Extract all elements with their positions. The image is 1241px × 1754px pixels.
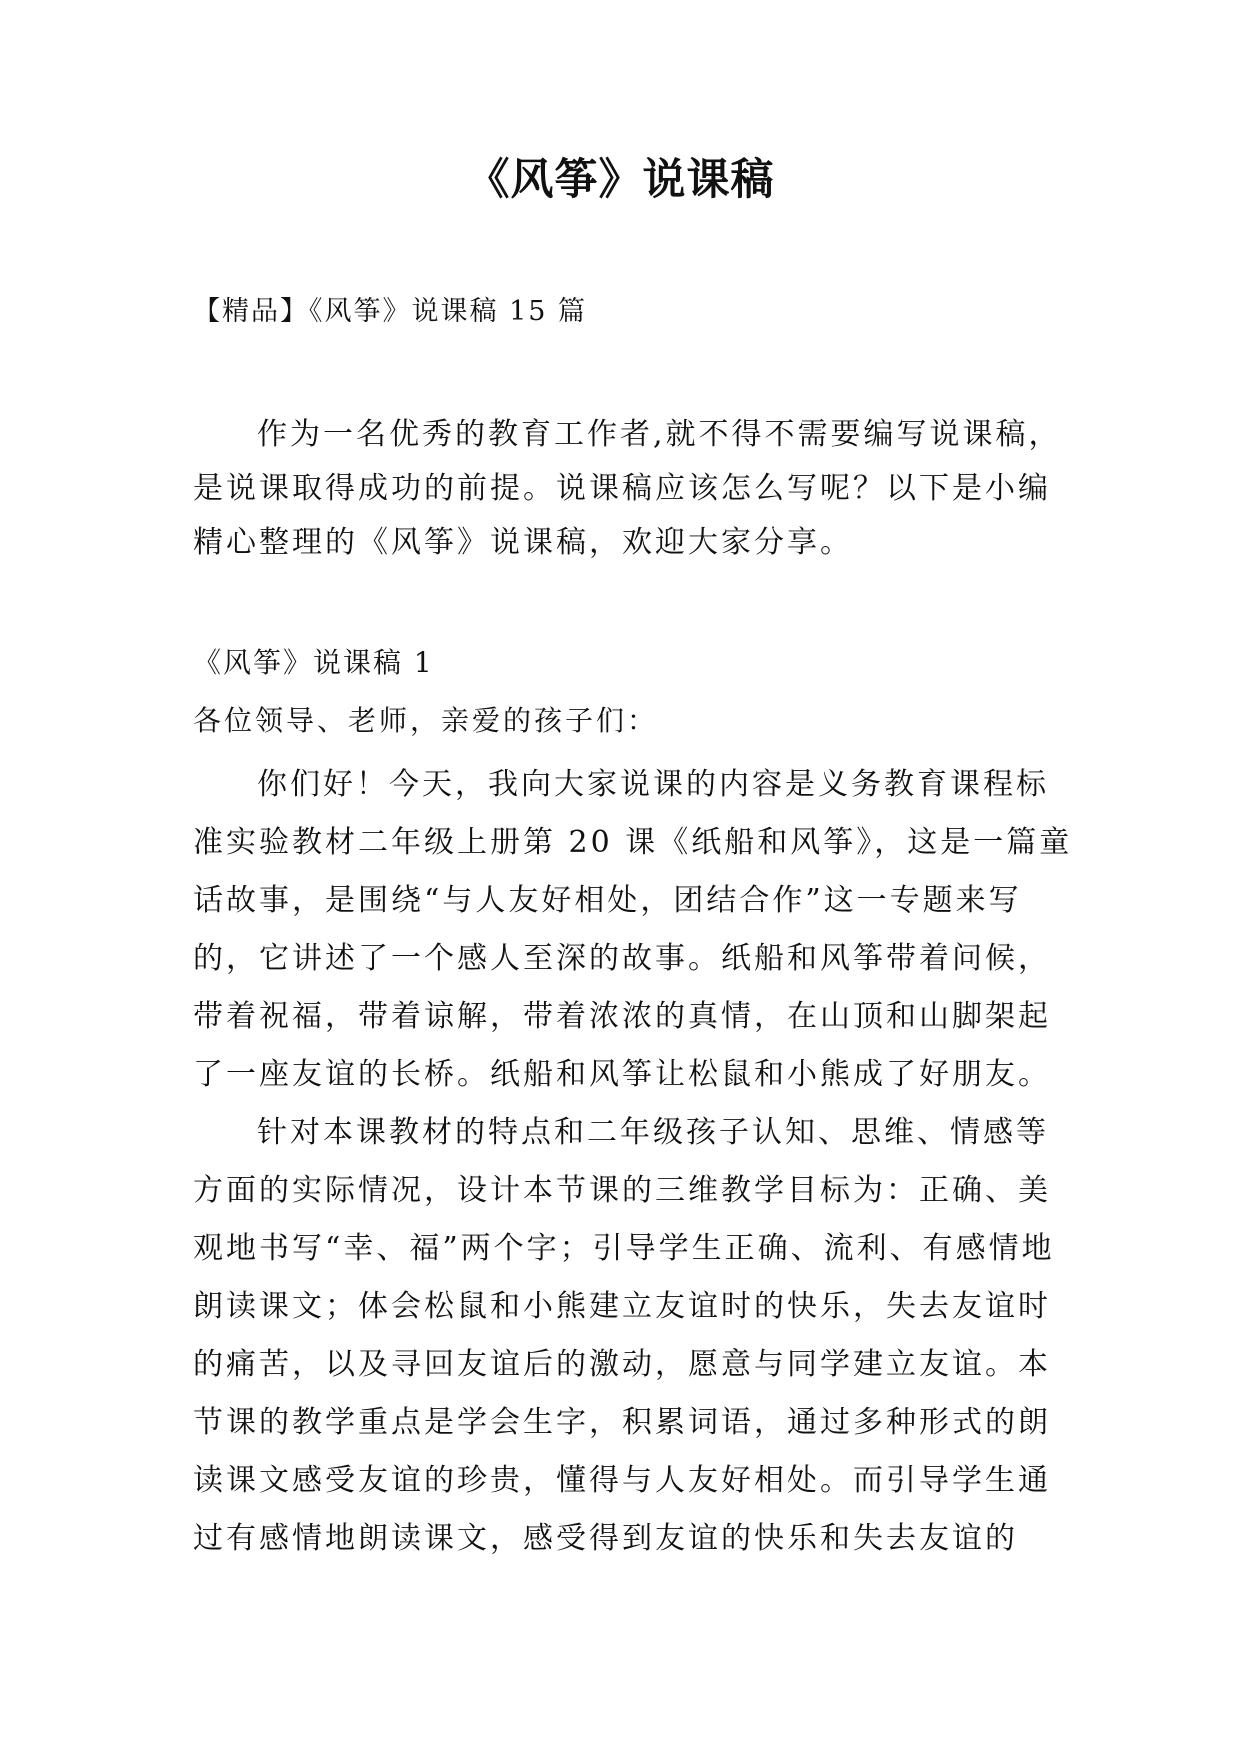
body-paragraph-2: 针对本课教材的特点和二年级孩子认知、思维、情感等方面的实际情况，设计本节课的三维教学目标为：正确、美观地书写“幸、福”两个字；引导学生正确、流利、有感情地朗读课文；体会松鼠和小熊建立友谊时的快乐，失去友谊时的痛苦，以及寻回友谊后的激动，愿意与同学建立友谊。本节课的教学重点是学会生字，积累词语，通过多种形式的朗读课文感受友谊的珍贵，懂得与人友好相处。而引导学生通过有感情地朗读课文，感受得到友谊的快乐和失去友谊的: [193, 1115, 1055, 1556]
section-heading: 《风筝》说课稿 1: [193, 646, 434, 679]
document-subtitle: 【精品】《风筝》说课稿 15 篇: [193, 296, 588, 327]
greeting-line: 各位领导、老师，亲爱的孩子们：: [193, 704, 659, 737]
body-paragraph-1: 你们好！今天，我向大家说课的内容是义务教育课程标准实验教材二年级上册第 20 课《纸船和风筝》，这是一篇童话故事，是围绕“与人友好相处，团结合作”这一专题来写的，它讲述了一个感人至深的故事。纸船和风筝带着问候，带着祝福，带着谅解，带着浓浓的真情，在山顶和山脚架起了一座友谊的长桥。纸船和风筝让松鼠和小熊成了好朋友。: [193, 767, 1073, 1092]
document-title: 《风筝》说课稿: [466, 155, 775, 205]
intro-paragraph: 作为一名优秀的教育工作者,就不得不需要编写说课稿，是说课取得成功的前提。说课稿应该怎么写呢？以下是小编精心整理的《风筝》说课稿，欢迎大家分享。: [193, 417, 1062, 560]
